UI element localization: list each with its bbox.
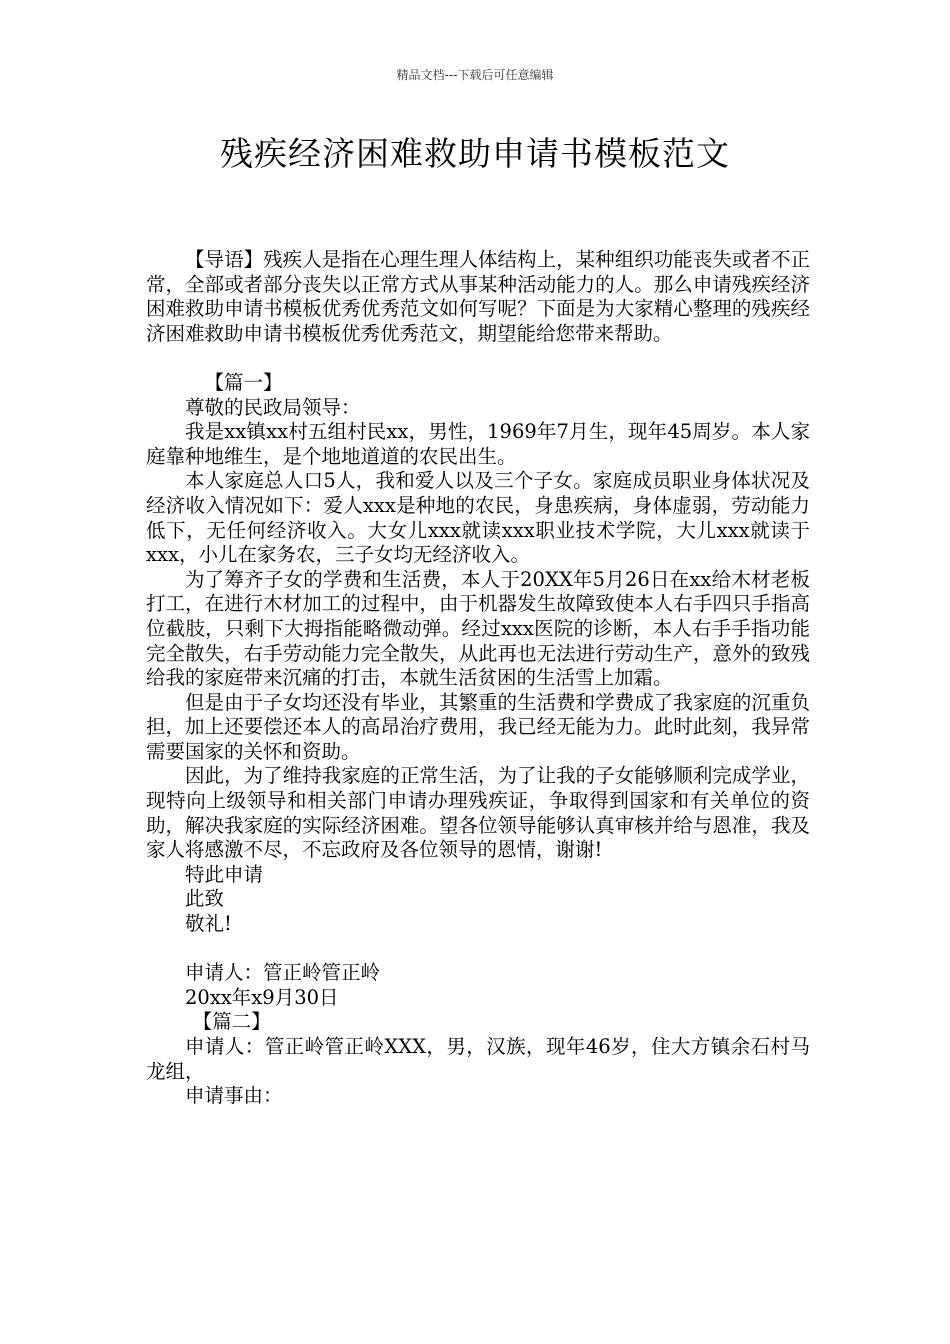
- paragraph-4: 但是由于子女均还没有毕业，其繁重的生活费和学费成了我家庭的沉重负担，加上还要偿还本人的高昂治疗费用，我已经无能为力。此时此刻，我异常需要国家的关怀和资助。: [146, 690, 810, 763]
- page-header: 精品文档---下载后可任意编辑: [396, 68, 554, 82]
- document-title: 残疾经济困难救助申请书模板范文: [220, 134, 730, 173]
- blank-line: [146, 937, 810, 962]
- paragraph-6: 申请人：管正岭管正岭XXX，男，汉族，现年46岁，住大方镇余石村马龙组，: [146, 1035, 810, 1083]
- document-body: [146, 248, 810, 1109]
- section-heading-2: 【篇二】: [192, 1010, 271, 1034]
- applicant-signature: 申请人：管正岭管正岭: [185, 961, 381, 985]
- blank-line: [146, 346, 810, 371]
- closing-line-2: 此致: [185, 887, 225, 911]
- paragraph-2: 本人家庭总人口5人，我和爱人以及三个子女。家庭成员职业身体状况及经济收入情况如下：爱人xxx是种地的农民，身患疾病，身体虚弱，劳动能力低下，无任何经济收入。大女儿xxx就读xxx职业技术学院，大儿xxx就读于xxx，小儿在家务农，三子女均无经济收入。: [146, 469, 810, 567]
- paragraph-5: 因此，为了维持我家庭的正常生活，为了让我的子女能够顺利完成学业，现特向上级领导和相关部门申请办理残疾证，争取得到国家和有关单位的资助，解决我家庭的实际经济困难。望各位领导能够认真审核并给与恩准，我及家人将感激不尽，不忘政府及各位领导的恩情，谢谢!: [146, 764, 810, 862]
- closing-line-3: 敬礼!: [185, 912, 232, 936]
- paragraph-3: 为了筹齐子女的学费和生活费，本人于20XX年5月26日在xx给木材老板打工，在进行木材加工的过程中，由于机器发生故障致使本人右手四只手指高位截肢，只剩下大拇指能略微动弹。经过xxx医院的诊断，本人右手手指功能完全散失，右手劳动能力完全散失，从此再也无法进行劳动生产，意外的致残给我的家庭带来沉痛的打击，本就生活贫困的生活雪上加霜。: [146, 567, 810, 690]
- closing-line-1: 特此申请: [185, 862, 264, 886]
- salutation: 尊敬的民政局领导：: [185, 395, 361, 419]
- intro-paragraph: 【导语】残疾人是指在心理生理人体结构上，某种组织功能丧失或者不正常，全部或者部分丧失以正常方式从事某种活动能力的人。那么申请残疾经济困难救助申请书模板优秀优秀范文如何写呢？下面是为大家精心整理的残疾经济困难救助申请书模板优秀优秀范文，期望能给您带来帮助。: [146, 248, 810, 345]
- section-heading-1: 【篇一】: [204, 370, 283, 394]
- paragraph-7: 申请事由：: [185, 1084, 283, 1108]
- paragraph-1: 我是xx镇xx村五组村民xx，男性，1969年7月生，现年45周岁。本人家庭靠种地维生，是个地地道道的农民出生。: [146, 420, 810, 468]
- application-date: 20xx年x9月30日: [185, 985, 339, 1009]
